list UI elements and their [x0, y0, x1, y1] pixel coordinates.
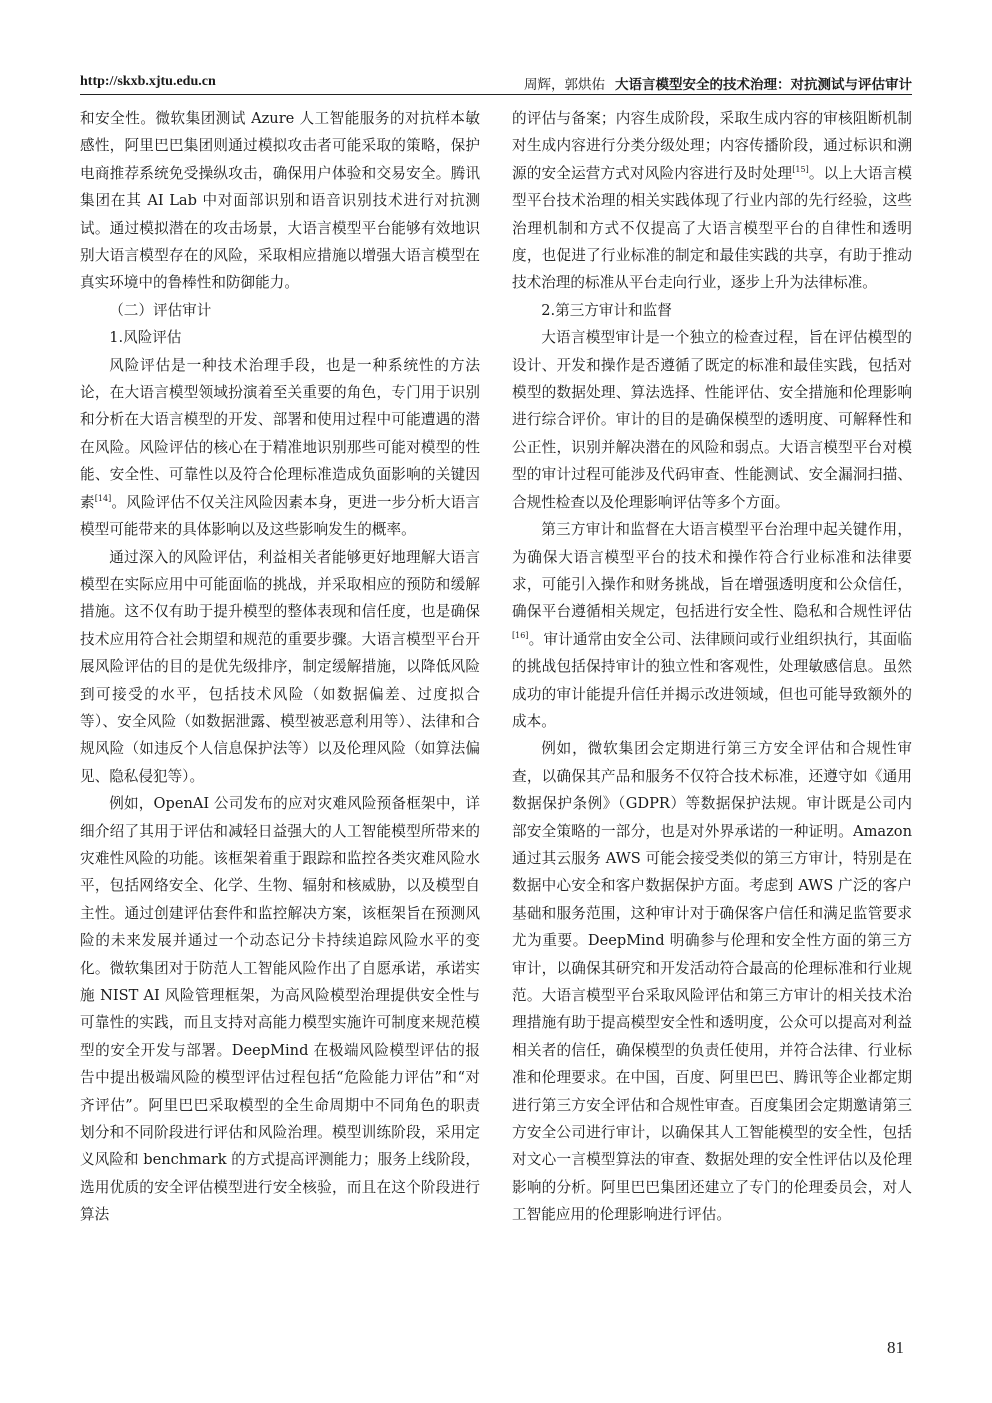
header-running-title: 大语言模型安全的技术治理：对抗测试与评估审计 — [615, 77, 912, 93]
paragraph: 通过深入的风险评估，利益相关者能够更好地理解大语言模型在实际应用中可能面临的挑战，并采取相应的预防和缓解措施。这不仅有助于提升模型的整体表现和信任度，也是确保技术应用符合社会期望和规范的重要步骤。大语言模型平台开展风险评估的目的是优先级排序，制定缓解措施，以降低风险到可接受的水平，包括技术风险（如数据偏差、过度拟合等）、安全风险（如数据泄露、模型被恶意利用等）、法律和合规风险（如违反个人信息保护法等）以及伦理风险（如算法偏见、隐私侵犯等）。 — [80, 548, 480, 785]
paragraph-text: 。以上大语言模型平台技术治理的相关实践体现了行业内部的先行经验，这些治理机制和方式不仅提高了大语言模型平台的自律性和透明度，也促进了行业标准的制定和最佳实践的共享，有助于推动技术治理的标准从平台走向行业，逐步上升为法律标准。 — [512, 164, 912, 292]
paragraph-text: 。审计通常由安全公司、法律顾问或行业组织执行，其面临的挑战包括保持审计的独立性和客观性，处理敏感信息。虽然成功的审计能提升信任并揭示改进领域，但也可能导致额外的成本。 — [512, 630, 912, 730]
citation-marker[interactable]: [16] — [512, 630, 529, 640]
section-heading: （二）评估审计 — [109, 301, 212, 319]
running-header — [80, 70, 912, 95]
paragraph: 例如，OpenAI 公司发布的应对灾难风险预备框架中，详细介绍了其用于评估和减轻日益强大的人工智能模型所带来的灾难性风险的功能。该框架着重于跟踪和监控各类灾难风险水平，包括网络安全、化学、生物、辐射和核威胁，以及模型自主性。通过创建评估套件和监控解决方案，该框架旨在预测风险的未来发展并通过一个动态记分卡持续追踪风险水平的变化。微软集团对于防范人工智能风险作出了自愿承诺，承诺实施 NIST AI 风险管理框架，为高风险模型治理提供安全性与可靠性的实践，而且支持对高能力模型实施许可制度来规范模型的安全开发与部署。DeepMind 在极端风险模型评估的报告中提出极端风险的模型评估过程包括“危险能力评估”和“对齐评估”。阿里巴巴采取模型的全生命周期中不同角色的职责划分和不同阶段进行评估和风险治理。模型训练阶段，采用定义风险和 benchmark 的方式提高评测能力；服务上线阶段，选用优质的安全评估模型进行安全核验，而且在这个阶段进行算法 — [80, 795, 480, 1224]
paragraph — [512, 516, 912, 735]
right-column — [512, 105, 912, 1229]
paragraph — [80, 352, 480, 544]
header-right — [524, 73, 912, 93]
left-column — [80, 105, 480, 1229]
paragraph — [512, 105, 912, 297]
paragraph-text: 风险评估是一种技术治理手段，也是一种系统性的方法论，在大语言模型领域扮演着至关重要的角色，专门用于识别和分析在大语言模型的开发、部署和使用过程中可能遭遇的潜在风险。风险评估的核心在于精准地识别那些可能对模型的性能、安全性、可靠性以及符合伦理标准造成负面影响的关键因素 — [80, 356, 480, 511]
subsection-heading: 1.风险评估 — [109, 329, 182, 347]
citation-marker[interactable]: [15] — [792, 164, 809, 174]
paragraph-text: 第三方审计和监督在大语言模型平台治理中起关键作用，为确保大语言模型平台的技术和操作符合行业标准和法律要求，可能引入操作和财务挑战，旨在增强透明度和公众信任，确保平台遵循相关规定，包括进行安全性、隐私和合规性评估 — [512, 521, 912, 621]
subsection-heading: 2.第三方审计和监督 — [541, 301, 672, 319]
paragraph-text: 的评估与备案；内容生成阶段，采取生成内容的审核阻断机制对生成内容进行分类分级处理；内容传播阶段，通过标识和溯源的安全运营方式对风险内容进行及时处理 — [512, 110, 912, 182]
paragraph: 大语言模型审计是一个独立的检查过程，旨在评估模型的设计、开发和操作是否遵循了既定的标准和最佳实践，包括对模型的数据处理、算法选择、性能评估、安全措施和伦理影响进行综合评价。审计的目的是确保模型的透明度、可解释性和公正性，识别并解决潜在的风险和弱点。大语言模型平台对模型的审计过程可能涉及代码审查、性能测试、安全漏洞扫描、合规性检查以及伦理影响评估等多个方面。 — [512, 329, 912, 511]
header-authors: 周辉，郭烘佑 — [524, 77, 605, 93]
paragraph: 和安全性。微软集团测试 Azure 人工智能服务的对抗样本敏感性，阿里巴巴集团则通过模拟攻击者可能采取的策略，保护电商推荐系统免受操纵攻击，确保用户体验和交易安全。腾讯集团在其 AI Lab 中对面部识别和语音识别技术进行对抗测试。通过模拟潜在的攻击场景，大语言模型平台能够有效地识别大语言模型存在的风险，采取相应措施以增强大语言模型在真实环境中的鲁棒性和防御能力。 — [80, 110, 480, 292]
citation-marker[interactable]: [14] — [94, 493, 112, 503]
page-number: 81 — [887, 1338, 904, 1357]
paragraph-text: 。风险评估不仅关注风险因素本身，更进一步分析大语言模型可能带来的具体影响以及这些影响发生的概率。 — [80, 493, 480, 539]
paragraph: 例如，微软集团会定期进行第三方安全评估和合规性审查，以确保其产品和服务不仅符合技术标准，还遵守如《通用数据保护条例》（GDPR）等数据保护法规。审计既是公司内部安全策略的一部分，也是对外界承诺的一种证明。Amazon 通过其云服务 AWS 可能会接受类似的第三方审计，特别是在数据中心安全和客户数据保护方面。考虑到 AWS 广泛的客户基础和服务范围，这种审计对于确保客户信任和满足监管要求尤为重要。DeepMind 明确参与伦理和安全性方面的第三方审计，以确保其研究和开发活动符合最高的伦理标准和行业规范。大语言模型平台采取风险评估和第三方审计的相关技术治理措施有助于提高模型安全性和透明度，公众可以提高对利益相关者的信任，确保模型的负责任使用，并符合法律、行业标准和伦理要求。在中国，百度、阿里巴巴、腾讯等企业都定期进行第三方安全评估和合规性审查。百度集团会定期邀请第三方安全公司进行审计，以确保其人工智能模型的安全性，包括对文心一言模型算法的审查、数据处理的安全性评估以及伦理影响的分析。阿里巴巴集团还建立了专门的伦理委员会，对人工智能应用的伦理影响进行评估。 — [512, 740, 912, 1224]
journal-url[interactable]: http://skxb.xjtu.edu.cn — [80, 74, 216, 89]
